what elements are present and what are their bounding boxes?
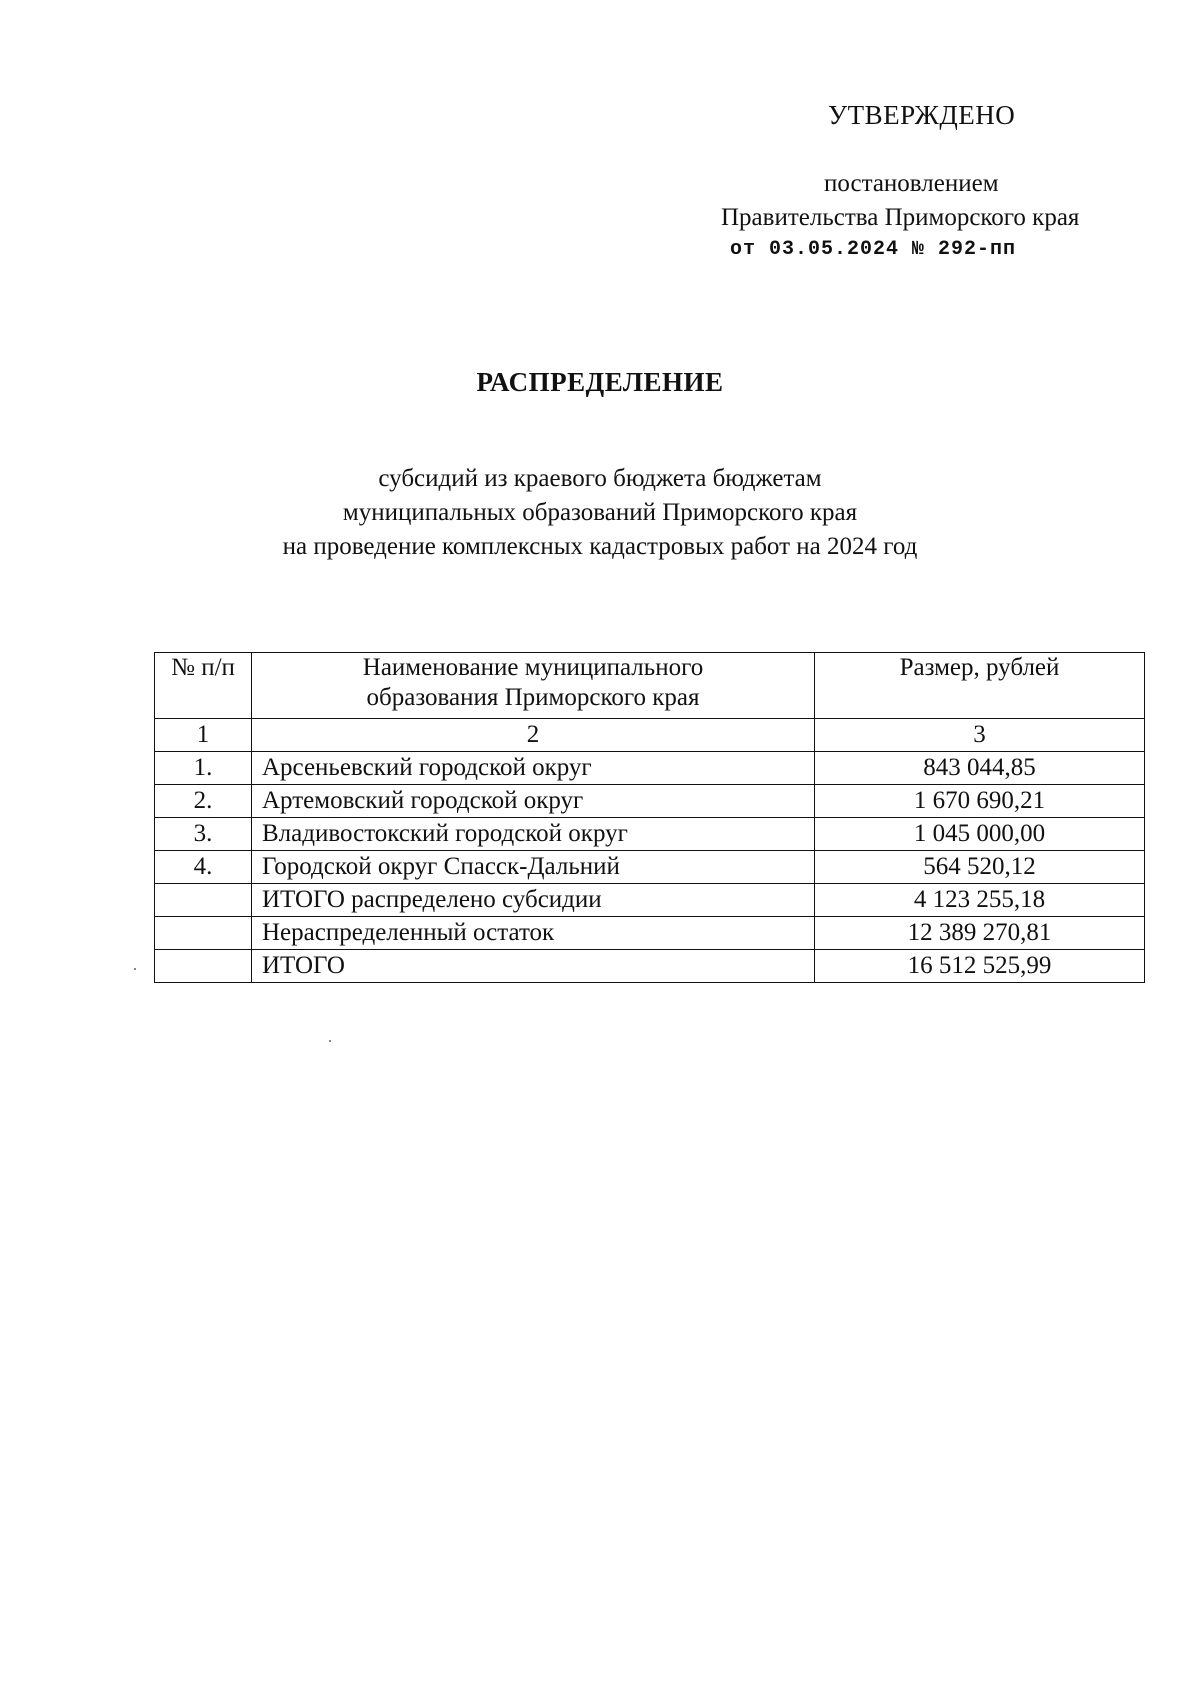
column-index: 3 [815,719,1145,752]
row-number: 4. [155,851,252,884]
row-number: 1. [155,752,252,785]
column-index: 1 [155,719,252,752]
document-subtitle [150,462,1050,564]
row-name: Владивостокский городской округ [252,818,815,851]
column-index-row [155,719,1145,752]
row-amount: 843 044,85 [815,752,1145,785]
row-number [155,950,252,983]
row-name: Арсеньевский городской округ [252,752,815,785]
header-amount: Размер, рублей [815,653,1145,719]
row-name: Артемовский городской округ [252,785,815,818]
table-row [155,785,1145,818]
row-number: 3. [155,818,252,851]
resolution-line: постановлением [824,170,999,197]
header-number: № п/п [155,653,252,719]
document-title: РАСПРЕДЕЛЕНИЕ [476,367,724,397]
government-line: Правительства Приморского края [721,204,1080,231]
date-number-stamp: от 03.05.2024 № 292-пп [730,238,1017,261]
row-amount: 1 670 690,21 [815,785,1145,818]
row-number [155,917,252,950]
row-name: Нераспределенный остаток [252,917,815,950]
row-number [155,884,252,917]
distribution-table [154,652,1145,983]
total-distributed-row [155,884,1145,917]
header-name-line: Наименование муниципального [362,654,704,681]
row-name: Городской округ Спасск-Дальний [252,851,815,884]
row-number: 2. [155,785,252,818]
row-name: ИТОГО распределено субсидии [252,884,815,917]
subtitle-line: на проведение комплексных кадастровых работ на 2024 год [282,533,918,560]
grand-total-row [155,950,1145,983]
undistributed-row [155,917,1145,950]
header-name [252,653,815,719]
row-name: ИТОГО [252,950,815,983]
table-row [155,818,1145,851]
subtitle-line: субсидий из краевого бюджета бюджетам [378,465,822,492]
column-index: 2 [252,719,815,752]
subtitle-line: муниципальных образований Приморского края [342,499,858,526]
row-amount: 1 045 000,00 [815,818,1145,851]
row-amount: 4 123 255,18 [815,884,1145,917]
table-row [155,752,1145,785]
table-header-row [155,653,1145,719]
table-row [155,851,1145,884]
row-amount: 12 389 270,81 [815,917,1145,950]
scan-speck [329,1040,331,1042]
row-amount: 16 512 525,99 [815,950,1145,983]
header-name-line: образования Приморского края [366,684,700,711]
scan-speck [134,968,136,970]
approved-title: УТВЕРЖДЕНО [828,100,1016,130]
row-amount: 564 520,12 [815,851,1145,884]
